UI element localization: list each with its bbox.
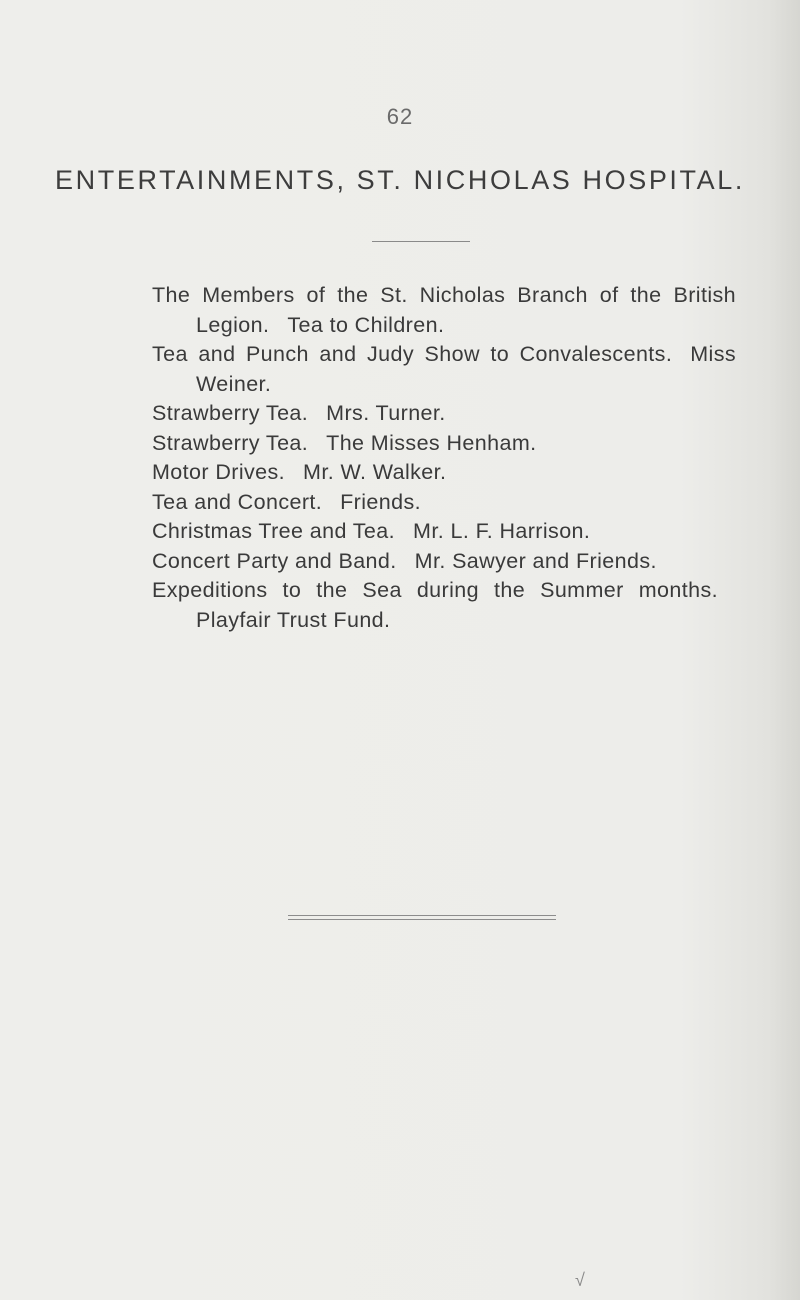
check-mark: √ — [575, 1270, 585, 1290]
list-item — [152, 547, 736, 577]
page-number: 62 — [386, 104, 414, 129]
list-item — [152, 429, 736, 459]
entry-event: Tea and Concert. — [152, 489, 323, 514]
entry-event: Christmas Tree and Tea. — [152, 519, 396, 543]
entry-event: Strawberry Tea. — [152, 430, 309, 455]
entry-provider: Miss Weiner. — [196, 342, 736, 396]
entry-event: Motor Drives. — [152, 460, 286, 484]
entry-provider: Friends. — [340, 489, 422, 514]
entry-event: Strawberry Tea. — [152, 401, 309, 425]
entry-provider: Mr. L. F. Harrison. — [413, 519, 591, 543]
entry-event: Expeditions to the Sea during the Summer months. — [152, 578, 718, 602]
page-title: ENTERTAINMENTS, ST. NICHOLAS HOSPITAL. — [55, 165, 745, 195]
entry-provider: Mr. Sawyer and Friends. — [414, 548, 657, 573]
entry-event: Tea and Punch and Judy Show to Convalescents. — [152, 342, 673, 366]
list-item — [152, 458, 736, 488]
list-item — [152, 576, 736, 635]
entry-event: The Members of the St. Nicholas Branch of the British Legion. — [152, 283, 736, 337]
entry-provider: The Misses Henham. — [326, 430, 537, 455]
entry-provider: Playfair Trust Fund. — [196, 607, 391, 632]
entry-provider: Mr. W. Walker. — [303, 460, 447, 484]
list-item — [152, 281, 736, 340]
entry-provider: Tea to Children. — [287, 312, 445, 337]
title-divider — [372, 241, 470, 242]
list-item — [152, 517, 736, 547]
entry-provider: Mrs. Turner. — [326, 401, 446, 425]
closing-double-rule — [288, 915, 556, 920]
list-item — [152, 488, 736, 518]
entry-event: Concert Party and Band. — [152, 548, 397, 573]
entertainment-list — [152, 281, 736, 635]
list-item — [152, 340, 736, 399]
list-item — [152, 399, 736, 429]
